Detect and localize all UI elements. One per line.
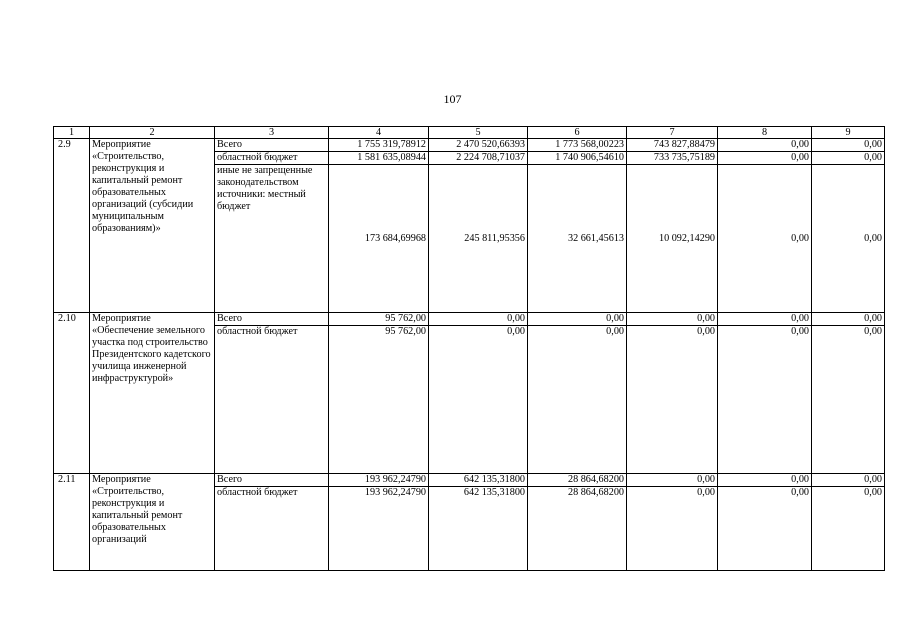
funding-source: областной бюджет (215, 326, 329, 474)
cell-col4: 1 755 319,78912 (329, 139, 429, 152)
cell-col5: 2 470 520,66393 (429, 139, 528, 152)
cell-col6: 1 773 568,00223 (528, 139, 627, 152)
cell-col9: 0,00 (812, 474, 885, 487)
cell-col4: 173 684,69968 (329, 165, 429, 313)
cell-col6: 28 864,68200 (528, 487, 627, 571)
column-header: 6 (528, 127, 627, 139)
cell-col7: 0,00 (627, 326, 718, 474)
cell-col8: 0,00 (718, 152, 812, 165)
cell-col8: 0,00 (718, 474, 812, 487)
cell-col5: 642 135,31800 (429, 487, 528, 571)
column-header: 2 (90, 127, 215, 139)
measure-title: Мероприятие «Строительство, реконструкция и капитальный ремонт образовательных организаций (90, 474, 215, 571)
budget-table (53, 126, 885, 571)
row-code: 2.9 (54, 139, 90, 313)
cell-col5: 245 811,95356 (429, 165, 528, 313)
funding-source: Всего (215, 313, 329, 326)
cell-col7: 743 827,88479 (627, 139, 718, 152)
cell-col6: 1 740 906,54610 (528, 152, 627, 165)
cell-col7: 733 735,75189 (627, 152, 718, 165)
funding-source: областной бюджет (215, 487, 329, 571)
cell-col6: 32 661,45613 (528, 165, 627, 313)
measure-title: Мероприятие «Строительство, реконструкция и капитальный ремонт образовательных организаций (субсидии муниципальным образованиям)» (90, 139, 215, 313)
row-code: 2.10 (54, 313, 90, 474)
cell-col9: 0,00 (812, 152, 885, 165)
cell-col5: 0,00 (429, 326, 528, 474)
cell-col7: 10 092,14290 (627, 165, 718, 313)
cell-col7: 0,00 (627, 313, 718, 326)
cell-col5: 642 135,31800 (429, 474, 528, 487)
funding-source: Всего (215, 139, 329, 152)
cell-col4: 193 962,24790 (329, 487, 429, 571)
funding-source: областной бюджет (215, 152, 329, 165)
table-row (54, 474, 885, 487)
cell-col8: 0,00 (718, 487, 812, 571)
cell-col9: 0,00 (812, 487, 885, 571)
cell-col7: 0,00 (627, 487, 718, 571)
table-header-row (54, 127, 885, 139)
cell-col5: 2 224 708,71037 (429, 152, 528, 165)
cell-col9: 0,00 (812, 165, 885, 313)
cell-col6: 28 864,68200 (528, 474, 627, 487)
cell-col8: 0,00 (718, 326, 812, 474)
page-number: 107 (443, 92, 462, 106)
cell-col4: 1 581 635,08944 (329, 152, 429, 165)
cell-col9: 0,00 (812, 326, 885, 474)
column-header: 1 (54, 127, 90, 139)
column-header: 3 (215, 127, 329, 139)
cell-col8: 0,00 (718, 165, 812, 313)
table-row (54, 313, 885, 326)
cell-col8: 0,00 (718, 139, 812, 152)
column-header: 8 (718, 127, 812, 139)
column-header: 5 (429, 127, 528, 139)
column-header: 4 (329, 127, 429, 139)
cell-col4: 95 762,00 (329, 313, 429, 326)
cell-col9: 0,00 (812, 313, 885, 326)
funding-source: Всего (215, 474, 329, 487)
table-row (54, 139, 885, 152)
cell-col6: 0,00 (528, 313, 627, 326)
column-header: 9 (812, 127, 885, 139)
cell-col5: 0,00 (429, 313, 528, 326)
column-header: 7 (627, 127, 718, 139)
row-code: 2.11 (54, 474, 90, 571)
cell-col4: 193 962,24790 (329, 474, 429, 487)
cell-col8: 0,00 (718, 313, 812, 326)
funding-source: иные не запрещенные законодательством источники: местный бюджет (215, 165, 329, 313)
cell-col4: 95 762,00 (329, 326, 429, 474)
measure-title: Мероприятие «Обеспечение земельного участка под строительство Президентского кадетского училища инженерной инфраструктурой» (90, 313, 215, 474)
cell-col6: 0,00 (528, 326, 627, 474)
cell-col9: 0,00 (812, 139, 885, 152)
cell-col7: 0,00 (627, 474, 718, 487)
